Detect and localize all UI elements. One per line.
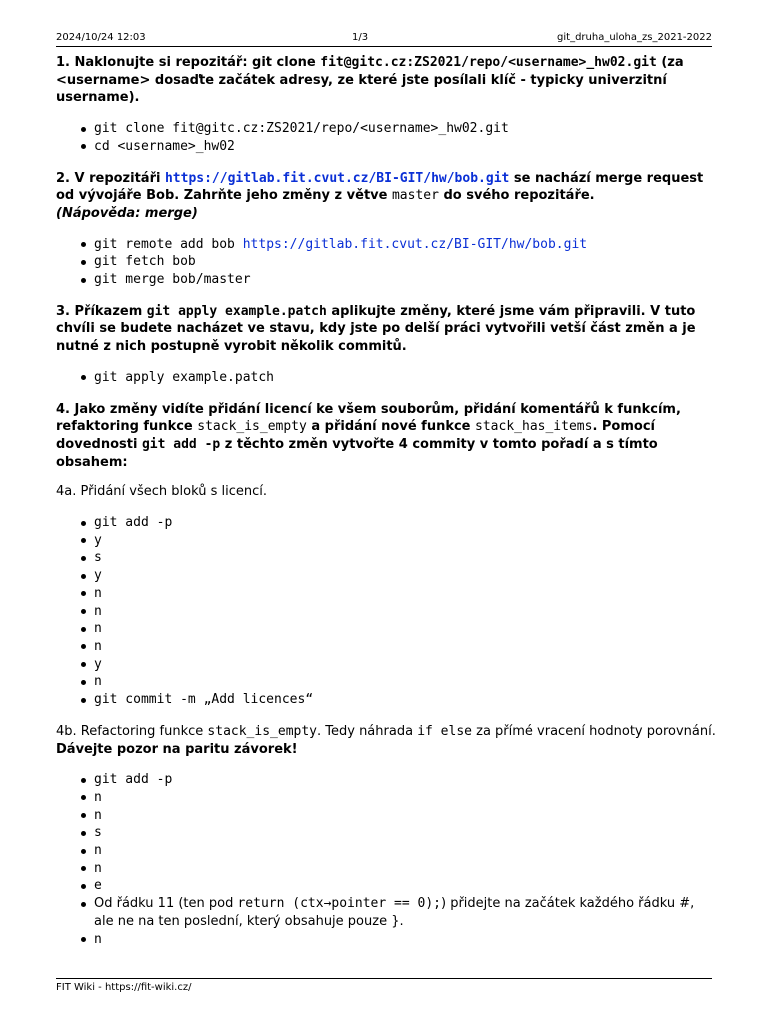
- list-item: y: [56, 656, 716, 674]
- bob-repo-link[interactable]: https://gitlab.fit.cvut.cz/BI-GIT/hw/bob.git: [164, 170, 510, 186]
- list-item: git apply example.patch: [56, 369, 716, 387]
- list-item-instruction: Od řádku 11 (ten pod return (ctx→pointer == 0);) přidejte na začátek každého řádku #, ale ne na ten poslední, který obsahuje pouze }.: [56, 895, 716, 930]
- list-item: n: [56, 673, 716, 691]
- list-item: git merge bob/master: [56, 271, 716, 289]
- list-item: git commit -m „Add licences“: [56, 691, 716, 709]
- print-date: 2024/10/24 12:03: [56, 32, 146, 43]
- section-1-heading: 1. Naklonujte si repozitář: git clone fit@gitc.cz:ZS2021/repo/<username>_hw02.git (za <username> dosaďte začátek adresy, ze které jste posílali klíč - typicky univerzitní username).: [56, 55, 684, 106]
- bob-repo-link[interactable]: https://gitlab.fit.cvut.cz/BI-GIT/hw/bob.git: [242, 236, 588, 252]
- list-item: n: [56, 620, 716, 638]
- document-body: [56, 54, 716, 948]
- list-item: git fetch bob: [56, 253, 716, 271]
- section-4b-list: [56, 771, 716, 948]
- footer-text: FIT Wiki - https://fit-wiki.cz/: [56, 982, 192, 993]
- list-item: n: [56, 860, 716, 878]
- list-item: n: [56, 585, 716, 603]
- page-number: 1/3: [352, 32, 369, 43]
- list-item: n: [56, 638, 716, 656]
- section-3-heading: 3. Příkazem git apply example.patch aplikujte změny, které jsme vám připravili. V tuto chvíli se budete nacházet ve stavu, kdy jste po delší práci vytvořili vetší část změn a je nutné z nich postupně vyrobit několik commitů.: [56, 303, 696, 355]
- section-2-heading: 2. V repozitáři https://gitlab.fit.cvut.cz/BI-GIT/hw/bob.git se nachází merge request od vývojáře Bob. Zahrňte jeho změny z větve master do svého repozitáře. (Nápověda: merge): [56, 170, 704, 221]
- hint: (Nápověda: merge): [56, 205, 198, 221]
- section-4a-list: [56, 514, 716, 709]
- list-item: n: [56, 807, 716, 825]
- list-item: s: [56, 549, 716, 567]
- list-item: n: [56, 842, 716, 860]
- list-item: s: [56, 824, 716, 842]
- list-item: n: [56, 789, 716, 807]
- list-item: y: [56, 567, 716, 585]
- section-2-list: [56, 236, 716, 289]
- section-4b-title: 4b. Refactoring funkce stack_is_empty. Tedy náhrada if else za přímé vracení hodnoty porovnání. Dávejte pozor na paritu závorek!: [56, 723, 716, 757]
- page-footer: [56, 978, 712, 995]
- list-item: git remote add bob https://gitlab.fit.cvut.cz/BI-GIT/hw/bob.git: [56, 236, 716, 254]
- section-3-list: [56, 369, 716, 387]
- list-item: cd <username>_hw02: [56, 138, 716, 156]
- list-item: git add -p: [56, 771, 716, 789]
- section-4-heading: 4. Jako změny vidíte přidání licencí ke všem souborům, přidání komentářů k funkcím, refaktoring funkce stack_is_empty a přidání nové funkce stack_has_items. Pomocí dovednosti git add -p z těchto změn vytvořte 4 commity v tomto pořadí a s tímto obsahem:: [56, 401, 681, 470]
- section-1-list: [56, 120, 716, 155]
- list-item: y: [56, 532, 716, 550]
- document-name: git_druha_uloha_zs_2021-2022: [557, 32, 712, 43]
- page-header: [56, 30, 712, 47]
- section-4a-title: 4a. Přidání všech bloků s licencí.: [56, 484, 267, 500]
- list-item: git clone fit@gitc.cz:ZS2021/repo/<username>_hw02.git: [56, 120, 716, 138]
- list-item: e: [56, 877, 716, 895]
- list-item: git add -p: [56, 514, 716, 532]
- list-item: n: [56, 603, 716, 621]
- list-item: n: [56, 931, 716, 949]
